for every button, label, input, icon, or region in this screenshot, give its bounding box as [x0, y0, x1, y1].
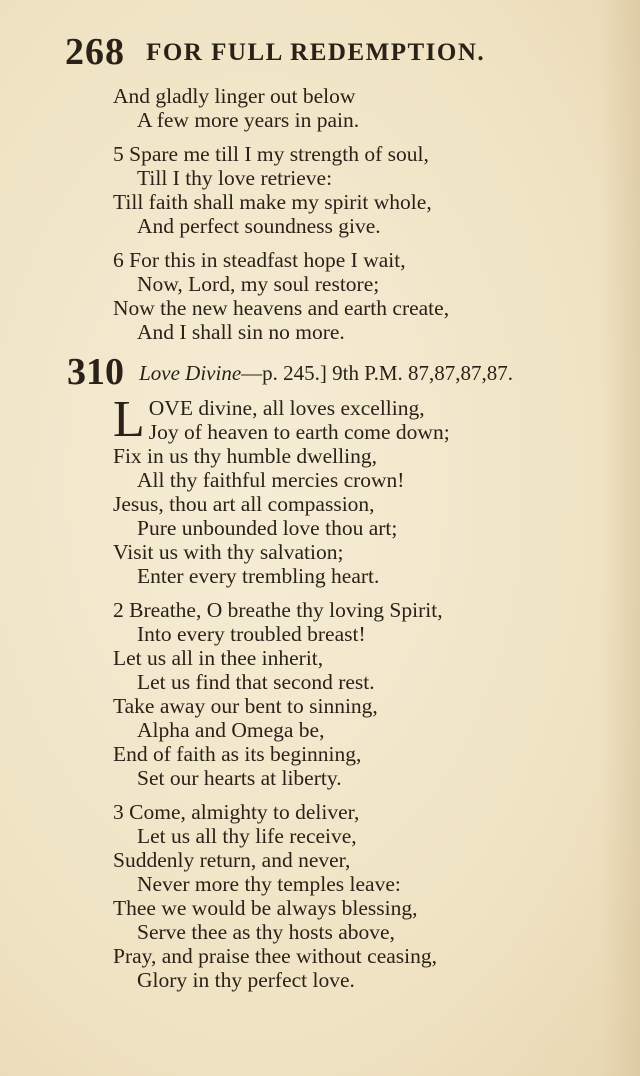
verse-line: All thy faithful mercies crown!	[137, 468, 405, 492]
verse-line: Enter every trembling heart.	[137, 564, 380, 588]
verse-line: End of faith as its beginning,	[113, 742, 362, 766]
previous-hymn	[113, 84, 618, 354]
verse-line: OVE divine, all loves excelling,	[148, 396, 425, 420]
tune-name: Love Divine	[139, 361, 242, 385]
verse-line: 6 For this in steadfast hope I wait,	[113, 248, 406, 272]
verse-line: Now the new heavens and earth create,	[113, 296, 450, 320]
verse-line: Serve thee as thy hosts above,	[137, 920, 395, 944]
verse-line: 3 Come, almighty to deliver,	[113, 800, 360, 824]
verse-line: Let us find that second rest.	[137, 670, 375, 694]
verse-line: Fix in us thy humble dwelling,	[113, 444, 377, 468]
verse-line: Now, Lord, my soul restore;	[137, 272, 380, 296]
verse-line: Suddenly return, and never,	[113, 848, 351, 872]
verse	[113, 391, 618, 588]
verse-line: Take away our bent to sinning,	[113, 694, 378, 718]
drop-cap: L	[113, 391, 145, 448]
verse	[113, 142, 618, 238]
running-title: FOR FULL REDEMPTION.	[146, 39, 486, 66]
verse-line: Joy of heaven to earth come down;	[148, 420, 450, 444]
hymn-heading	[67, 350, 513, 394]
verse-line: Till faith shall make my spirit whole,	[113, 190, 432, 214]
verse	[113, 598, 618, 790]
verse-line: A few more years in pain.	[137, 108, 360, 132]
verse-line: Alpha and Omega be,	[137, 718, 325, 742]
verse-line: And gladly linger out below	[113, 84, 356, 108]
verse-line: And I shall sin no more.	[137, 320, 345, 344]
verse-line: And perfect soundness give.	[137, 214, 381, 238]
verse-line: Till I thy love retrieve:	[137, 166, 333, 190]
verse-line: Thee we would be always blessing,	[113, 896, 418, 920]
verse-line: Pray, and praise thee without ceasing,	[113, 944, 437, 968]
first-couplet	[113, 391, 618, 448]
verse-line: Let us all in thee inherit,	[113, 646, 324, 670]
meter: 9th P.M. 87,87,87,87.	[332, 361, 513, 385]
tune-page-ref: —p. 245.]	[241, 361, 327, 385]
verse-line: Visit us with thy salvation;	[113, 540, 344, 564]
hymn-number: 310	[67, 351, 124, 393]
verse-line: Set our hearts at liberty.	[137, 766, 342, 790]
verse-line: Jesus, thou art all compassion,	[113, 492, 375, 516]
verse-line: Never more thy temples leave:	[137, 872, 401, 896]
hymn-310	[113, 391, 618, 1002]
verse	[113, 248, 618, 344]
verse	[113, 84, 618, 132]
verse-line: 2 Breathe, O breathe thy loving Spirit,	[113, 598, 443, 622]
verse-line: Pure unbounded love thou art;	[137, 516, 398, 540]
tune-reference	[139, 361, 513, 385]
verse-line: 5 Spare me till I my strength of soul,	[113, 142, 429, 166]
verse-line: Into every troubled breast!	[137, 622, 366, 646]
page-header	[65, 30, 485, 72]
verse	[113, 800, 618, 992]
page-number: 268	[65, 31, 125, 73]
verse-line: Let us all thy life receive,	[137, 824, 357, 848]
verse-line: Glory in thy perfect love.	[137, 968, 355, 992]
